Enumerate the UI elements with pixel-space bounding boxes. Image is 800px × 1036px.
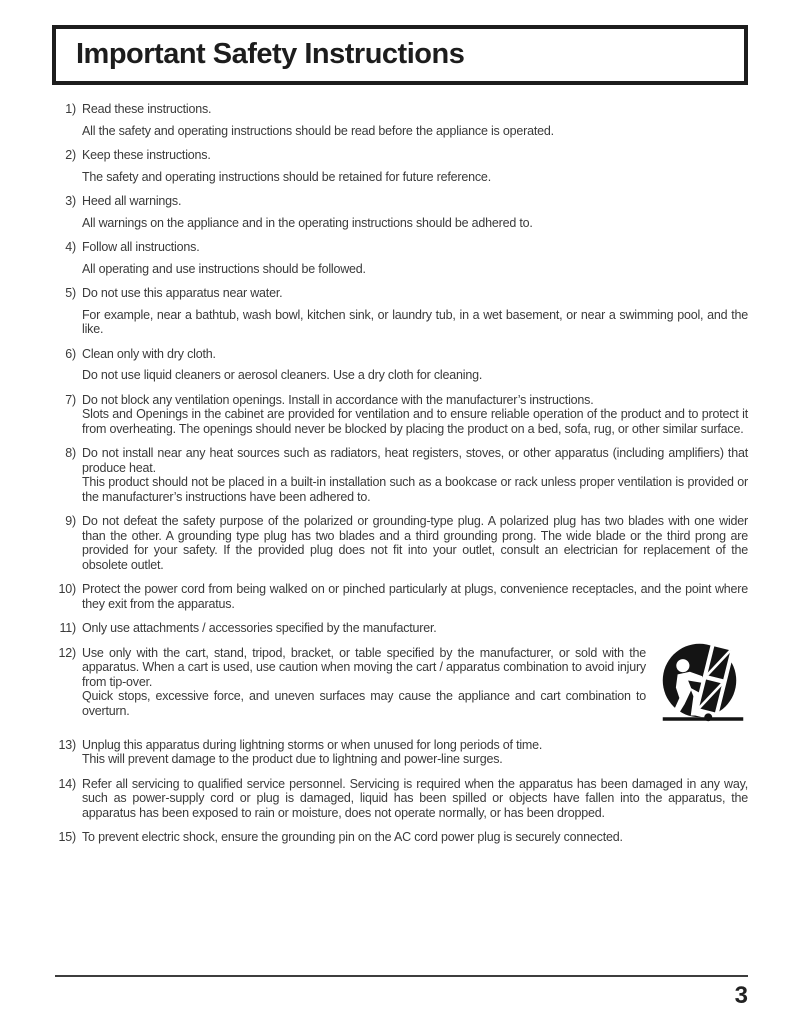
item-number: 9) (65, 514, 76, 528)
instruction-text: Quick stops, excessive force, and uneven surfaces may cause the appliance and cart combination to overturn. (82, 689, 646, 718)
item-content (82, 738, 748, 767)
item-content (82, 148, 748, 184)
item-number: 1) (65, 102, 76, 116)
item-number: 14) (58, 776, 76, 791)
instruction-item (50, 286, 748, 337)
instruction-item (50, 347, 748, 383)
item-content (82, 102, 748, 138)
item-content (82, 240, 748, 276)
item-number: 5) (65, 286, 76, 300)
instruction-text: This product should not be placed in a built-in installation such as a bookcase or rack unless proper ventilation is provided or the manufacturer’s instructions have been adhered to. (82, 475, 748, 504)
item-content (82, 646, 748, 728)
instruction-text: Unplug this apparatus during lightning storms or when unused for long periods of time. (82, 737, 543, 752)
instruction-item (50, 194, 748, 230)
item-number: 13) (58, 737, 76, 752)
instruction-item (50, 514, 748, 572)
item-content (82, 514, 748, 572)
instruction-item (50, 738, 748, 767)
page-number: 3 (734, 982, 748, 1009)
instruction-text: Slots and Openings in the cabinet are provided for ventilation and to ensure reliable operation of the product and to protect it from overheating. The openings should never be blocked by placing the product on a bed, sofa, rug, or other similar surface. (82, 407, 748, 436)
instruction-text: Do not use liquid cleaners or aerosol cleaners. Use a dry cloth for cleaning. (82, 368, 483, 382)
instruction-text: All the safety and operating instructions should be read before the appliance is operated. (82, 123, 554, 138)
instruction-text: Use only with the cart, stand, tripod, bracket, or table specified by the manufacturer, or sold with the apparatus. When a cart is used, use caution when moving the cart / apparatus combination to avoid injury from tip-over. (82, 645, 646, 689)
item-number: 12) (58, 645, 76, 660)
instruction-item (50, 830, 748, 845)
instruction-text: Heed all warnings. (82, 194, 182, 208)
instruction-text: Keep these instructions. (82, 148, 211, 162)
instruction-item (50, 582, 748, 611)
instruction-item (50, 777, 748, 821)
item-content (82, 286, 748, 337)
instruction-item (50, 102, 748, 138)
item-content (82, 582, 748, 611)
item-number: 15) (58, 830, 76, 844)
instruction-text: All warnings on the appliance and in the operating instructions should be adhered to. (82, 215, 533, 230)
item-number: 3) (65, 194, 76, 208)
instruction-text: Protect the power cord from being walked on or pinched particularly at plugs, convenience receptacles, and the point where they exit from the apparatus. (82, 582, 748, 611)
item-number: 4) (65, 240, 76, 254)
item-number: 11) (59, 621, 76, 635)
instruction-text: Do not defeat the safety purpose of the polarized or grounding-type plug. A polarized plug has two blades with one wider than the other. A grounding type plug has two blades and a third grounding prong. The wide blade or the third prong are provided for your safety. If the provided plug does not fit into your outlet, consult an electrician for replacement of the obsolete outlet. (82, 514, 748, 572)
footer-divider (55, 975, 748, 977)
instruction-item (50, 646, 748, 728)
safety-instructions-list (50, 102, 748, 845)
instruction-text: This will prevent damage to the product due to lightning and power-line surges. (82, 752, 503, 766)
item-number: 2) (65, 148, 76, 162)
item-content (82, 194, 748, 230)
page-title: Important Safety Instructions (76, 38, 465, 70)
instruction-item (50, 446, 748, 504)
instruction-text: Do not use this apparatus near water. (82, 286, 283, 300)
item-number: 6) (65, 346, 76, 361)
item-content (82, 347, 748, 383)
instruction-text: All operating and use instructions should be followed. (82, 261, 366, 276)
instruction-text: The safety and operating instructions should be retained for future reference. (82, 169, 491, 184)
instruction-text: Refer all servicing to qualified service personnel. Servicing is required when the apparatus has been damaged in any way, such as power-supply cord or plug is damaged, liquid has been spilled or objects have fallen into the apparatus, the apparatus has been exposed to rain or moisture, does not operate normally, or has been dropped. (82, 776, 748, 820)
cart-tip-over-icon (658, 642, 748, 726)
instruction-text: Follow all instructions. (82, 240, 200, 254)
item-number: 10) (58, 582, 76, 596)
item-content (82, 777, 748, 821)
instruction-text: For example, near a bathtub, wash bowl, kitchen sink, or laundry tub, in a wet basement, or near a swimming pool, and the like. (82, 307, 748, 336)
item-content (82, 393, 748, 437)
instruction-item (50, 240, 748, 276)
instruction-text: To prevent electric shock, ensure the grounding pin on the AC cord power plug is securely connected. (82, 830, 623, 844)
title-box (52, 25, 748, 85)
item-content (82, 621, 748, 636)
instruction-item (50, 148, 748, 184)
instruction-text: Only use attachments / accessories specified by the manufacturer. (82, 621, 437, 635)
item-number: 7) (65, 392, 76, 407)
item-number: 8) (65, 446, 76, 460)
instruction-item (50, 621, 748, 636)
instruction-text: Clean only with dry cloth. (82, 346, 216, 361)
instruction-item (50, 393, 748, 437)
instruction-text: Read these instructions. (82, 102, 212, 116)
instruction-text: Do not install near any heat sources such as radiators, heat registers, stoves, or other apparatus (including amplifiers) that produce heat. (82, 446, 748, 475)
item-content (82, 830, 748, 845)
instruction-text: Do not block any ventilation openings. Install in accordance with the manufacturer’s instructions. (82, 392, 594, 407)
item-content (82, 446, 748, 504)
